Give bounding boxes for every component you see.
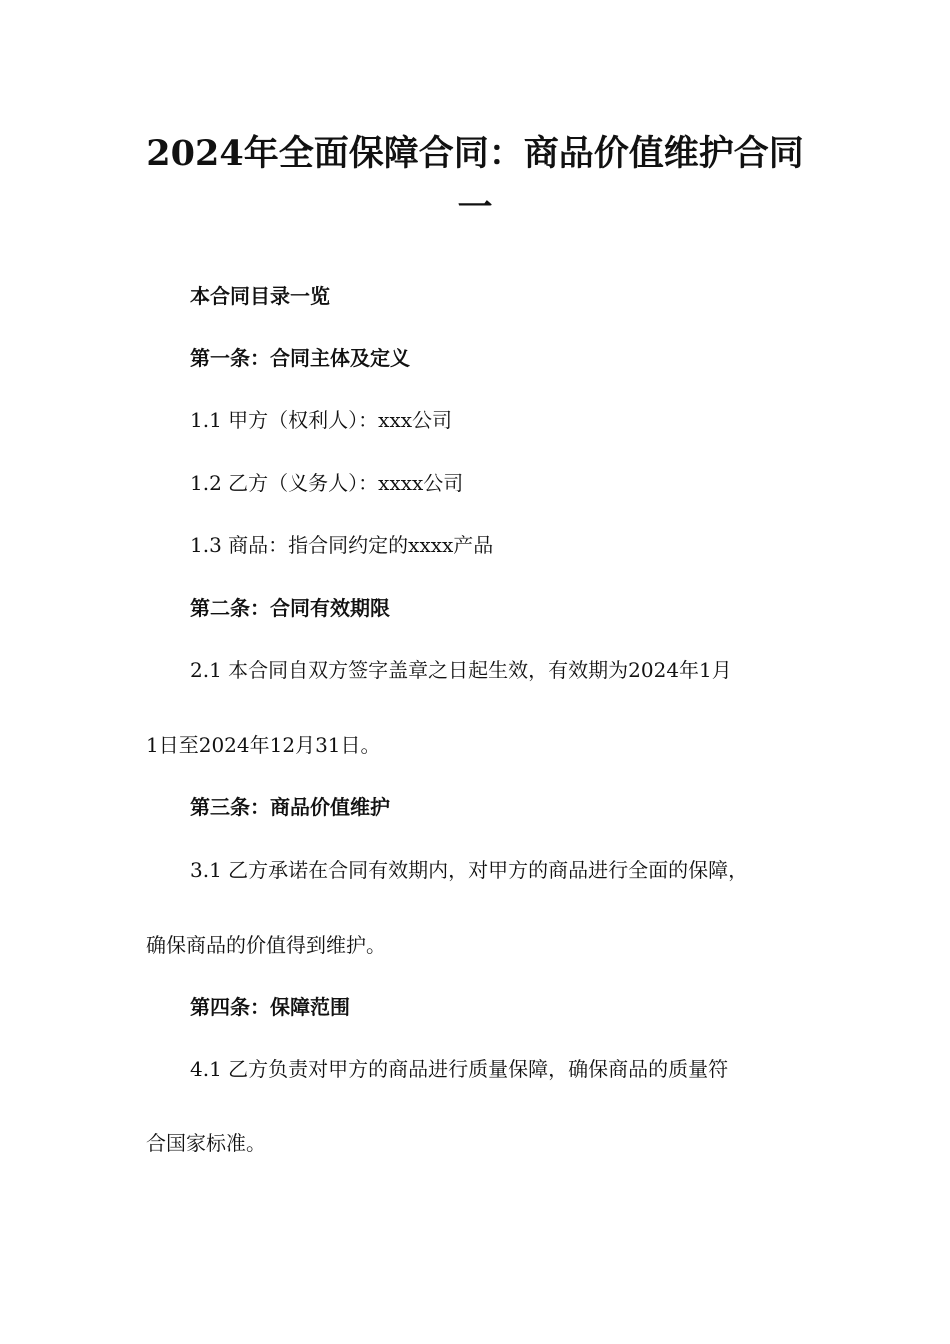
article2-heading: 第二条：合同有效期限: [190, 596, 390, 620]
article4-item-line1: 4.1 乙方负责对甲方的商品进行质量保障，确保商品的质量符: [190, 1057, 729, 1081]
article1-item-2: 1.2 乙方（义务人）：xxxx公司: [190, 471, 464, 495]
article1-item-3: 1.3 商品：指合同约定的xxxx产品: [190, 533, 494, 557]
article2-item-line2: 1日至2024年12月31日。: [146, 733, 381, 757]
article1-item-1: 1.1 甲方（权利人）：xxx公司: [190, 408, 453, 432]
toc-heading: 本合同目录一览: [190, 284, 330, 308]
article1-heading: 第一条：合同主体及定义: [190, 346, 410, 370]
article3-heading: 第三条：商品价值维护: [190, 795, 390, 819]
article4-heading: 第四条：保障范围: [190, 995, 350, 1019]
article2-item-line1: 2.1 本合同自双方签字盖章之日起生效，有效期为2024年1月: [190, 658, 732, 682]
document-title-continuation: 一: [457, 187, 493, 228]
document-title: 2024年全面保障合同：商品价值维护合同: [146, 133, 804, 174]
article3-item-line1: 3.1 乙方承诺在合同有效期内，对甲方的商品进行全面的保障，: [190, 858, 749, 882]
article4-item-line2: 合国家标准。: [146, 1131, 266, 1155]
article3-item-line2: 确保商品的价值得到维护。: [146, 933, 386, 957]
